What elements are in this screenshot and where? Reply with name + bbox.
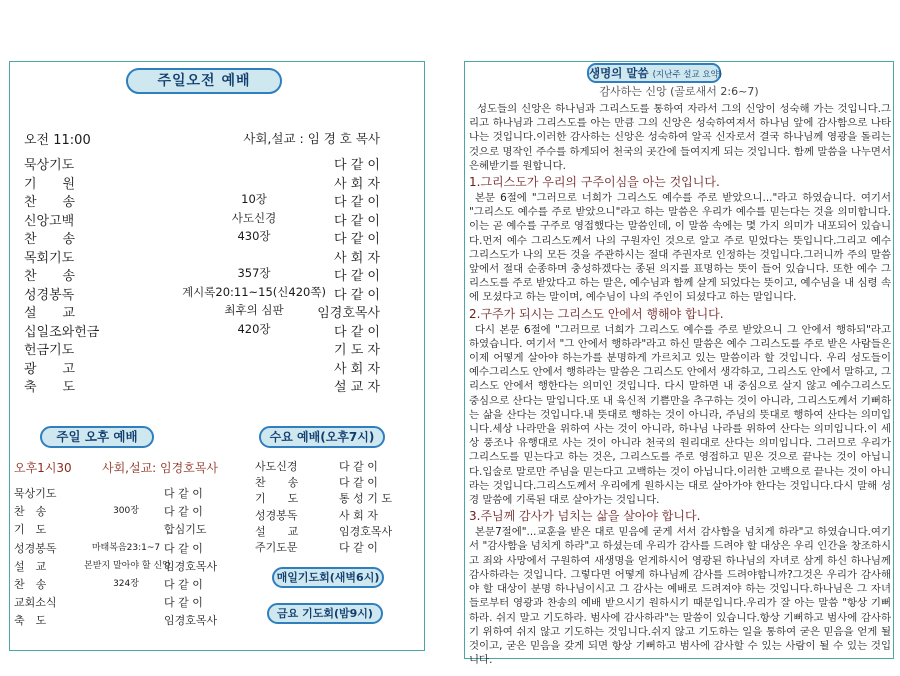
order-item-leader: 기 도 자 <box>334 343 380 358</box>
sermon-point-1-body: 본문 6절에 "그러므로 너희가 그리스도 예수를 주로 받았으니..."라고 하였습니다. 여기서 "그리스도 예수를 주로 받았으니"라고 하는 말씀은 우리가 예수를 믿는다는 것을 의미합니다.이는 곧 예수를 구주로 영접했다는 말씀인데, 이 말씀 속에는 몇 가지 의미가 내포되어 있습니다.먼저 예수 그리스도께서 나의 구원자인 것으로 알고 주로 믿었다는 뜻입니다.그리고 예수 그리스도가 나의 모든 것을 주관하시는 절대 주권자로 인정하는 것입니다.그러니까 주의 말씀 앞에서 절대 순종하며 충성하겠다는 종된 의지를 표명하는 뜻이 들어 있습니다. 또한 예수 그리스도를 주로 받았다고 하는 말은, 예수님과 함께 살게 되었다는 뜻이고, 예수님을 내 심령 속에 모셨다고 하는 말이며, 예수님이 나의 주인이 되셨다고 하는 말입니다. <box>469 192 891 304</box>
order-item-leader: 다 같 이 <box>164 505 203 519</box>
order-item-leader: 사 회 자 <box>334 250 380 266</box>
sermon-title-note: (지난주 설교 요약) <box>652 70 723 80</box>
order-item-leader: 다 같 이 <box>334 287 380 303</box>
order-item-label: 축 도 <box>24 380 76 395</box>
order-item-label: 성경봉독 <box>255 508 298 522</box>
order-item-detail: 430장 <box>237 229 271 243</box>
afternoon-order-row <box>14 485 234 502</box>
order-item-label: 묵상기도 <box>14 487 57 500</box>
afternoon-order-row <box>14 594 234 611</box>
order-item-label: 광 고 <box>24 361 76 377</box>
sermon-point-2-title: 2.구주가 되시는 그리스도 안에서 행해야 합니다. <box>469 306 724 321</box>
order-item-leader: 합심기도 <box>164 523 207 537</box>
order-item-label: 찬 송 <box>14 505 47 519</box>
order-item-leader: 임경호목사 <box>317 306 380 321</box>
order-item-detail: 본받지 말아야 할 신앙 <box>84 560 171 571</box>
order-item-label: 헌금기도 <box>24 343 75 358</box>
order-item-label: 기 도 <box>255 492 299 506</box>
wednesday-order-row <box>255 490 395 507</box>
sermon-intro: 성도들의 신앙은 하나님과 그리스도를 통하여 자라서 그의 신앙이 성숙해 가는 것입니다.그리고 하나님과 그리스도를 아는 만큼 그의 신앙은 성숙하여져서 하나님 앞에 감사함으로 나타나는 것입니다.이러한 감사하는 신앙은 성숙하여 알곡 신자로서 결국 하나님께 영광을 돌리는 것으로 명작인 주수를 하게되어 천국의 곳간에 들여지게 되는 것입니다. 함께 말씀을 나누면서 은혜받기를 원합니다. <box>469 103 891 172</box>
order-item-leader: 다 같 이 <box>164 487 203 500</box>
order-item-label: 찬 송 <box>14 578 47 591</box>
order-item-leader: 다 같 이 <box>334 158 380 173</box>
wednesday-service-title: 수요 예배(오후7시) <box>259 426 385 448</box>
order-item-leader: 다 같 이 <box>339 476 378 490</box>
morning-order-row <box>24 210 380 228</box>
order-item-label: 찬 송 <box>24 232 76 247</box>
afternoon-leader: 사회,설교: 임경호목사 <box>102 461 219 475</box>
right-sermon-panel <box>464 61 894 667</box>
order-item-leader: 임경호목사 <box>164 614 218 628</box>
morning-order-row <box>24 358 380 376</box>
order-item-label: 찬 송 <box>24 269 76 284</box>
friday-prayer-badge: 금요 기도회(밤9시) <box>267 603 383 624</box>
order-item-leader: 설 교 자 <box>334 380 380 395</box>
order-item-label: 축 도 <box>14 614 47 628</box>
sermon-subtitle: 감사하는 신앙 (골로새서 2:6~7) <box>599 85 759 98</box>
order-item-detail: 357장 <box>237 266 271 280</box>
order-item-label: 성경봉독 <box>14 541 57 555</box>
morning-order-row <box>24 247 380 265</box>
wednesday-order-row <box>255 523 395 540</box>
order-item-label: 목회기도 <box>24 250 75 266</box>
order-item-detail: 계시록20:11~15(신420쪽) <box>182 284 326 299</box>
order-item-detail: 마태복음23:1~7 <box>91 542 161 553</box>
morning-leader: 사회,설교 : 임 경 호 목사 <box>243 131 380 146</box>
morning-order-row <box>24 154 380 172</box>
afternoon-time: 오후1시30 <box>14 461 72 475</box>
order-item-label: 설 교 <box>14 559 47 573</box>
order-item-label: 교회소식 <box>14 596 57 610</box>
wednesday-order-row <box>255 539 395 556</box>
order-item-label: 설 교 <box>24 306 76 321</box>
order-item-label: 묵상기도 <box>24 158 75 173</box>
sermon-title: 생명의 말씀 <box>589 66 649 80</box>
order-item-label: 신앙고백 <box>24 213 75 229</box>
wednesday-order-row <box>255 474 395 491</box>
morning-order-row <box>24 228 380 246</box>
afternoon-order-row <box>14 558 234 575</box>
order-item-label: 찬 송 <box>255 476 299 490</box>
daily-prayer-badge: 매일기도회(새벽6시) <box>272 567 384 588</box>
afternoon-order-row <box>14 540 234 557</box>
wednesday-order-row <box>255 507 395 524</box>
order-item-label: 성경봉독 <box>24 287 75 303</box>
wednesday-order-row <box>255 458 395 475</box>
order-item-detail: 420장 <box>237 321 271 336</box>
order-item-detail: 최후의 심판 <box>224 303 284 317</box>
afternoon-order-row <box>14 503 234 520</box>
order-item-leader: 사 회 자 <box>339 508 378 522</box>
sermon-point-2-body: 다시 본문 6절에 "그러므로 너희가 그리스도 예수를 주로 받았으니 그 안에서 행하되"라고 하였습니다. 여기서 "그 안에서 행하라"라고 하신 말씀은 예수 그리스도를 주로 받은 사람들은 이제 어떻게 살아야 하는가를 분명하게 가르치고 있는 말씀이라 할 것입니다. 우리 성도들이 예수그리스도 안에서 행하라는 말씀은 그리스도 안에서 생각하고, 그리스도 안에서 말하고, 그리스도 안에서 행한다는 의미인 것입니다. 다시 말하면 내 중심으로 살지 않고 예수그리스도 중심으로 산다는 말입니다.또 내 육신적 기쁨만을 추구하는 것이 아니라, 그리스도께서 기뻐하는 삶을 산다는 것입니다.내 뜻대로 행하는 것이 아니라, 주님의 뜻대로 행하여 산다는 의미입니다.세상 나라만을 위하여 사는 것이 아니라, 하나님 나라를 위하여 산다는 의미입니다.이 세상 풍조나 유행대로 사는 것이 아니라 천국의 원리대로 산다는 의미입니다. 그러므로 우리가 그리스도를 믿는다고 하는 것은, 그리스도를 주로 영접하고 믿은 것으로 끝나는 것이 아닙니다.입술로 말로만 주님을 믿는다고 고백하는 것이 아닙니다.이러한 고백으로 끝나는 것이 아니라는 것입니다.그리스도께서 우리에게 원하시는 대로 살아가야 한다는 것입니다.다시 말해 성경 말씀에 기록된 대로 살아가는 것입니다. <box>469 323 891 507</box>
order-item-leader: 통 성 기 도 <box>339 492 392 506</box>
order-item-leader: 다 같 이 <box>334 213 380 229</box>
order-item-label: 기 도 <box>14 523 47 537</box>
order-item-leader: 다 같 이 <box>334 269 380 284</box>
morning-time: 오전 11:00 <box>24 133 91 148</box>
morning-order-row <box>24 173 380 191</box>
morning-order-row <box>24 321 380 339</box>
order-item-label: 찬 송 <box>24 195 76 210</box>
morning-service-title: 주일오전 예배 <box>126 68 282 94</box>
sermon-point-1-title: 1.그리스도가 우리의 구주이심을 아는 것입니다. <box>469 175 720 190</box>
order-item-leader: 다 같 이 <box>164 578 203 591</box>
morning-order-row <box>24 284 380 302</box>
order-item-leader: 다 같 이 <box>339 460 378 473</box>
order-item-detail: 324장 <box>113 579 139 589</box>
order-item-leader: 임경호목사 <box>164 559 218 573</box>
sermon-point-3-title: 3.주님께 감사가 넘치는 삶을 살아야 합니다. <box>469 509 701 524</box>
order-item-detail: 사도신경 <box>231 210 277 225</box>
order-item-leader: 사 회 자 <box>334 176 380 192</box>
order-item-detail: 300장 <box>113 506 139 517</box>
order-item-leader: 다 같 이 <box>334 195 380 210</box>
order-item-label: 주기도문 <box>255 541 298 554</box>
left-bulletin-panel <box>9 61 425 651</box>
afternoon-service-title: 주일 오후 예배 <box>40 426 154 448</box>
order-item-label: 십일조와헌금 <box>24 324 100 340</box>
order-item-leader: 임경호목사 <box>339 524 393 538</box>
sermon-point-3-body: 본문7절에"...교훈을 받은 대로 믿음에 굳게 서서 감사함을 넘치게 하라"고 하였습니다.여기서 "감사함을 넘치게 하라"고 하셨는데 우리가 감사를 드려야 할 대상은 우리 인간을 창조하시고 죄와 사망에서 구원하여 새생명을 얻게하시어 영광된 하나님의 자녀로 삼게 하신 하나님께 감사하라는 것입니다. 그렇다면 어떻게 하나님께 감사를 드려야합니까?그것은 우리가 감사해야 할 대상이 분명 하나님이시고 그 감사는 예배로 드려져야 하는 것입니다.하나님은 그 자녀들로부터 영광과 찬송의 예배 받으시기 원하시기 때문입니다.우리가 잘 아는 말씀 "항상 기뻐하라. 쉬지 말고 기도하라. 범사에 감사하라"는 말씀이 있습니다.항상 기뻐하고 범사에 감사하기 위하여 쉬지 않고 기도하는 것입니다.쉬지 않고 기도하는 일을 통하여 굳은 믿음을 얻게 될 것이고, 굳은 믿음을 갖게 되면 항상 기뻐하고 범사에 감사할 수 있는 사람이 될 수 있는 것입니다. <box>469 526 891 667</box>
morning-order-row <box>24 265 380 283</box>
afternoon-order-row <box>14 612 234 629</box>
morning-order-row <box>24 302 380 320</box>
order-item-detail: 10장 <box>241 192 267 206</box>
order-item-leader: 다 같 이 <box>164 541 203 555</box>
afternoon-order-row <box>14 576 234 593</box>
order-item-leader: 다 같 이 <box>334 324 380 340</box>
order-item-leader: 사 회 자 <box>334 361 380 377</box>
morning-order-row <box>24 376 380 394</box>
order-item-leader: 다 같 이 <box>334 232 380 247</box>
order-item-label: 설 교 <box>255 524 299 538</box>
sermon-title-badge <box>587 63 721 83</box>
morning-order-row <box>24 339 380 357</box>
afternoon-order-row <box>14 521 234 538</box>
order-item-label: 기 원 <box>24 176 76 192</box>
morning-order-row <box>24 191 380 209</box>
order-item-leader: 다 같 이 <box>164 596 203 610</box>
order-item-leader: 다 같 이 <box>339 541 378 554</box>
order-item-label: 사도신경 <box>255 460 298 473</box>
sermon-body <box>469 102 891 667</box>
